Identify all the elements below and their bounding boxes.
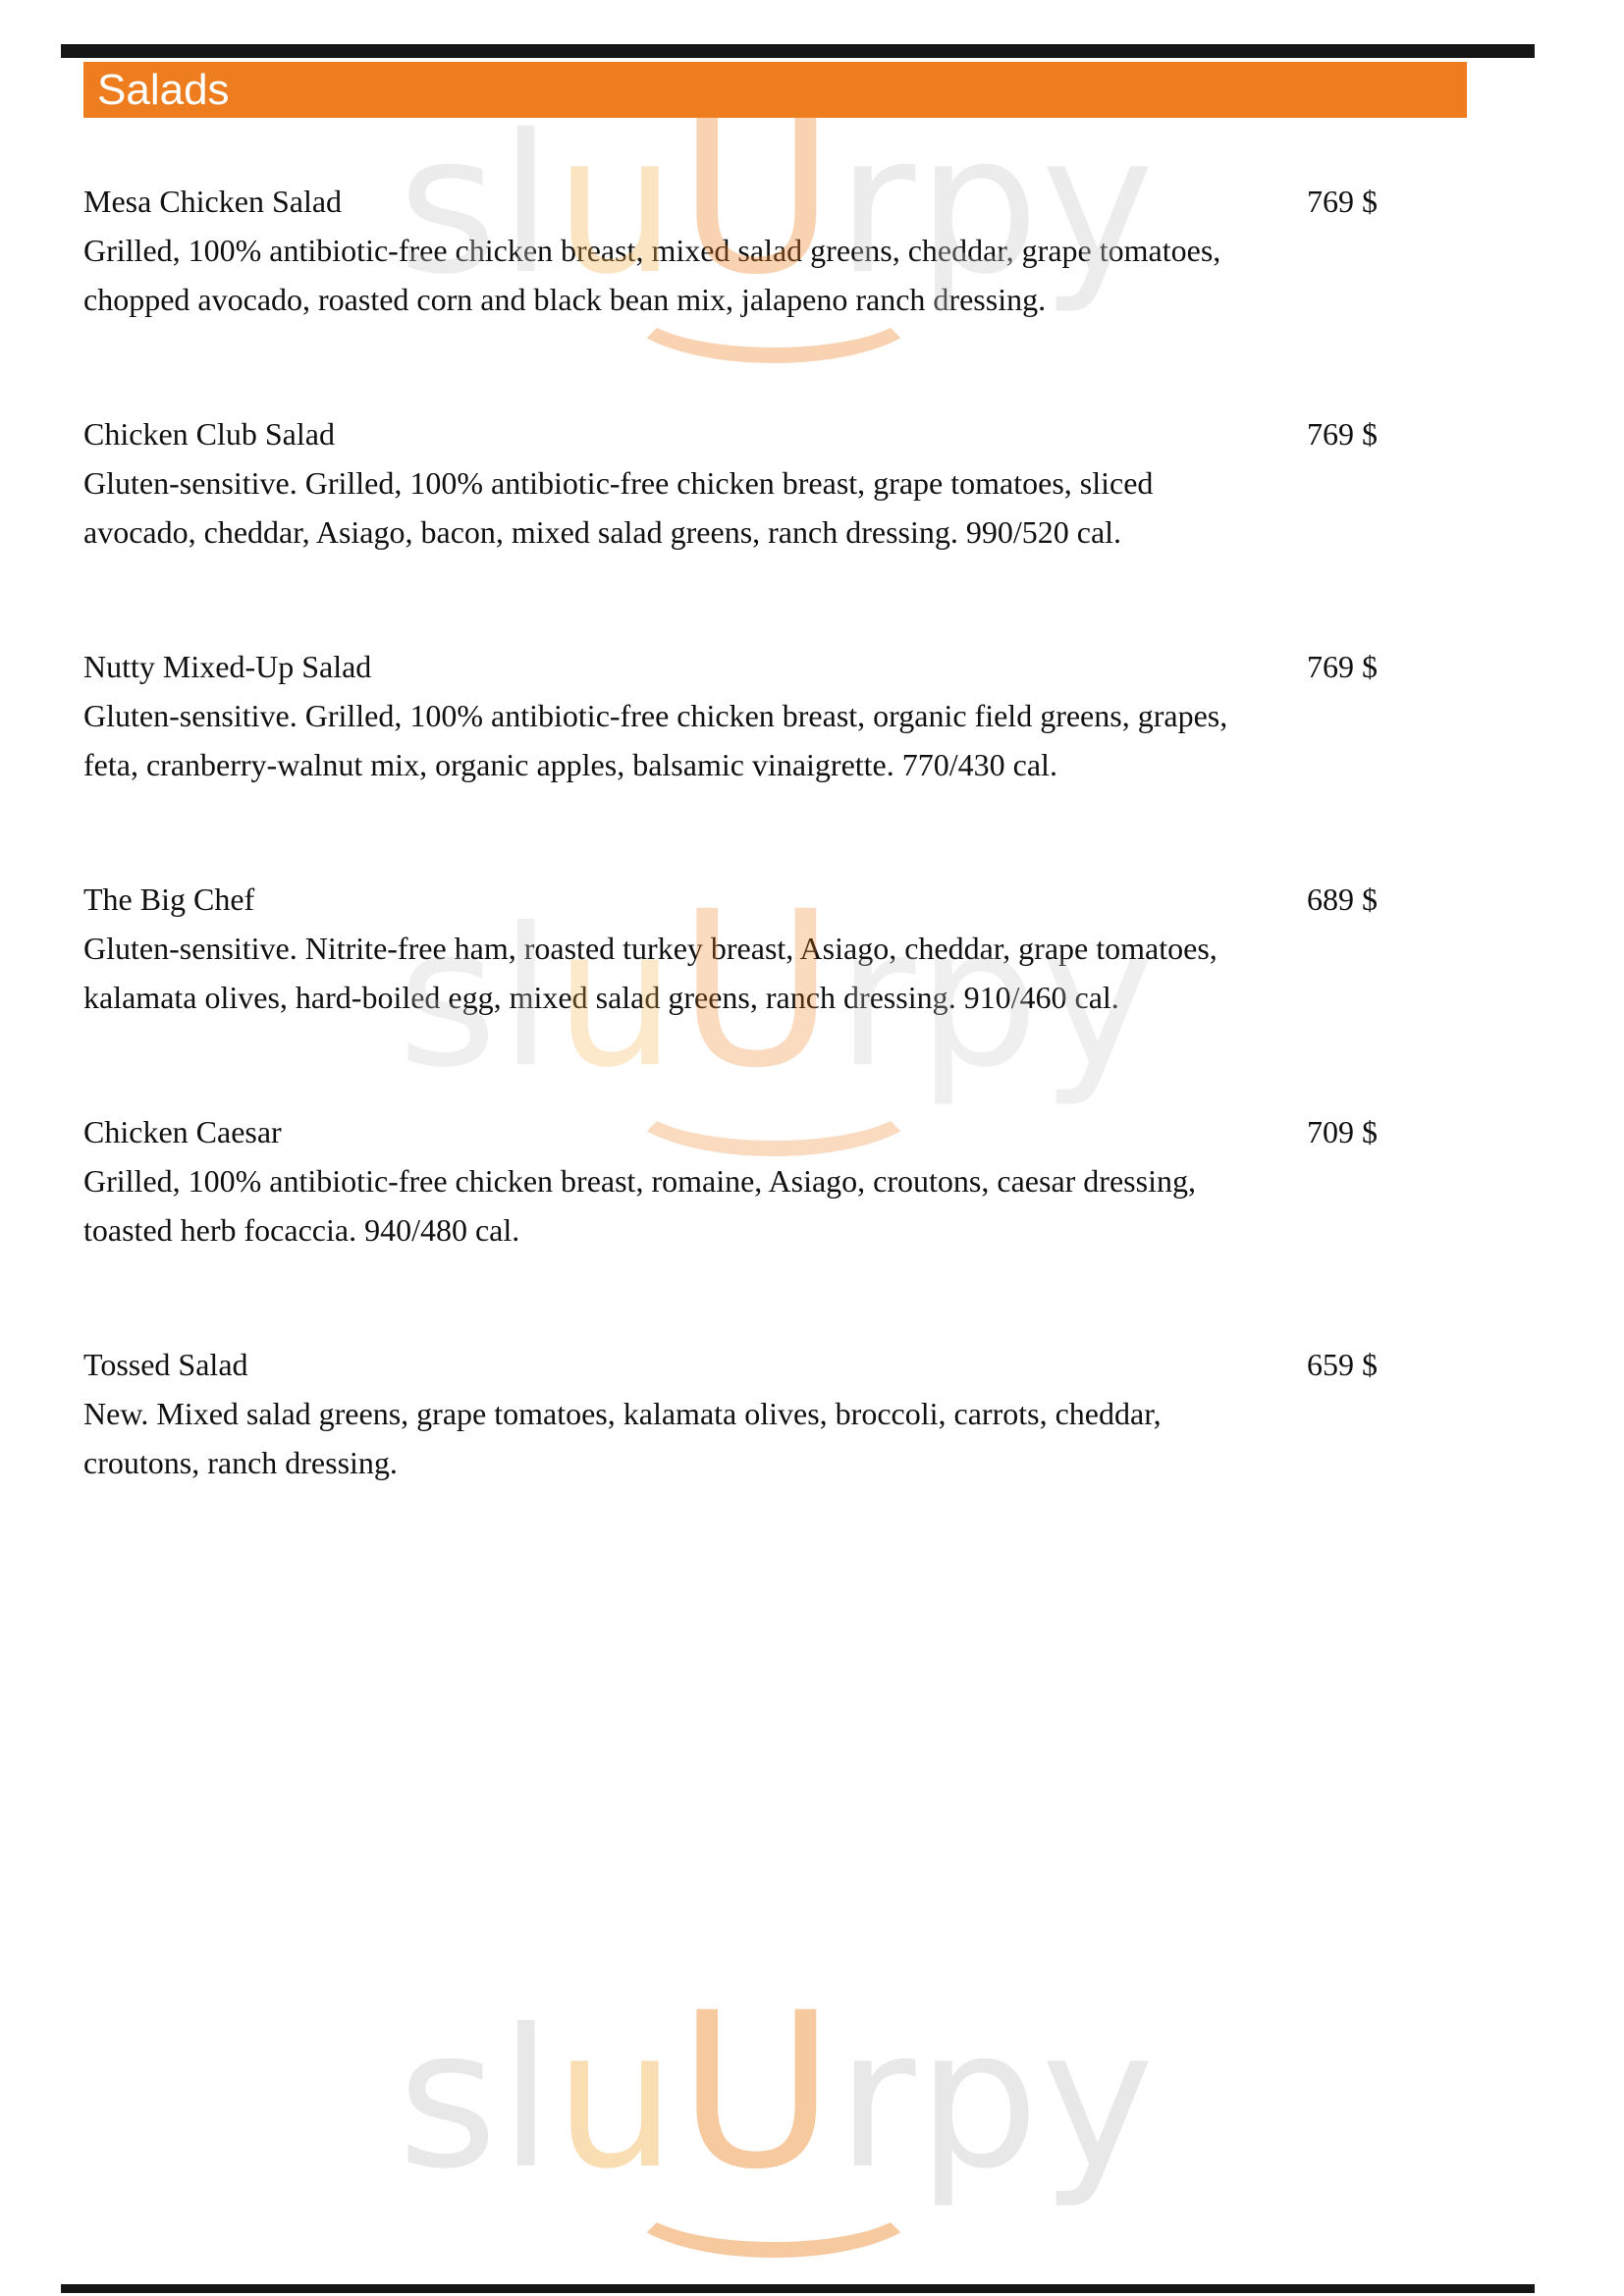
menu-item-the-big-chef [83, 875, 1378, 1022]
item-name: Mesa Chicken Salad [83, 184, 343, 219]
watermark-sluurpy-bottom [398, 1966, 1157, 2258]
item-price: 769 $ [1307, 649, 1378, 684]
menu-list [83, 177, 1378, 1573]
watermark-text [398, 1966, 1157, 2216]
menu-item-nutty-mixed-up-salad [83, 642, 1378, 789]
item-price: 689 $ [1307, 881, 1378, 917]
watermark-part: U [677, 865, 838, 1115]
watermark-part: u [554, 886, 678, 1109]
watermark-part: sl [398, 886, 555, 1109]
item-name: Tossed Salad [83, 1347, 248, 1382]
watermark-part: u [554, 1988, 678, 2211]
item-name: Chicken Club Salad [83, 416, 335, 452]
item-description: Gluten-sensitive. Grilled, 100% antibiotic-free chicken breast, grape tomatoes, sliced avocado, cheddar, Asiago, bacon, mixed salad greens, ranch dressing. 990/520 cal. [83, 465, 1154, 550]
watermark-part: rpy [837, 93, 1157, 316]
menu-item-chicken-club-salad [83, 409, 1378, 557]
item-price: 769 $ [1307, 184, 1378, 219]
item-description: Gluten-sensitive. Grilled, 100% antibiotic-free chicken breast, organic field greens, grapes, feta, cranberry-walnut mix, organic apples, balsamic vinaigrette. 770/430 cal. [83, 698, 1228, 782]
item-description: Gluten-sensitive. Nitrite-free ham, roasted turkey breast, Asiago, cheddar, grape tomatoes, kalamata olives, hard-boiled egg, mixed salad greens, ranch dressing. 910/460 cal. [83, 931, 1218, 1015]
section-header [83, 62, 1467, 118]
top-black-bar [61, 44, 1535, 58]
section-title: Salads [97, 65, 230, 114]
watermark-part: U [677, 72, 838, 322]
item-price: 659 $ [1307, 1347, 1378, 1382]
watermark-smile-icon [622, 2145, 926, 2258]
item-name: Chicken Caesar [83, 1114, 282, 1149]
item-description: Grilled, 100% antibiotic-free chicken breast, mixed salad greens, cheddar, grape tomatoes, chopped avocado, roasted corn and black bean mix, jalapeno ranch dressing. [83, 233, 1221, 317]
watermark-part: u [554, 93, 678, 316]
watermark-part: rpy [837, 886, 1157, 1109]
watermark-part: sl [398, 93, 555, 316]
menu-item-tossed-salad [83, 1340, 1378, 1487]
item-price: 769 $ [1307, 416, 1378, 452]
item-price: 709 $ [1307, 1114, 1378, 1149]
item-name: The Big Chef [83, 881, 255, 917]
watermark-part: sl [398, 1988, 555, 2211]
watermark-part: rpy [837, 1988, 1157, 2211]
item-name: Nutty Mixed-Up Salad [83, 649, 372, 684]
watermark-part: U [677, 1966, 838, 2216]
menu-item-mesa-chicken-salad [83, 177, 1378, 324]
item-description: Grilled, 100% antibiotic-free chicken breast, romaine, Asiago, croutons, caesar dressing, toasted herb focaccia. 940/480 cal. [83, 1163, 1196, 1248]
item-description: New. Mixed salad greens, grape tomatoes, kalamata olives, broccoli, carrots, cheddar, croutons, ranch dressing. [83, 1396, 1162, 1480]
menu-item-chicken-caesar [83, 1107, 1378, 1255]
bottom-black-bar [61, 2284, 1535, 2293]
